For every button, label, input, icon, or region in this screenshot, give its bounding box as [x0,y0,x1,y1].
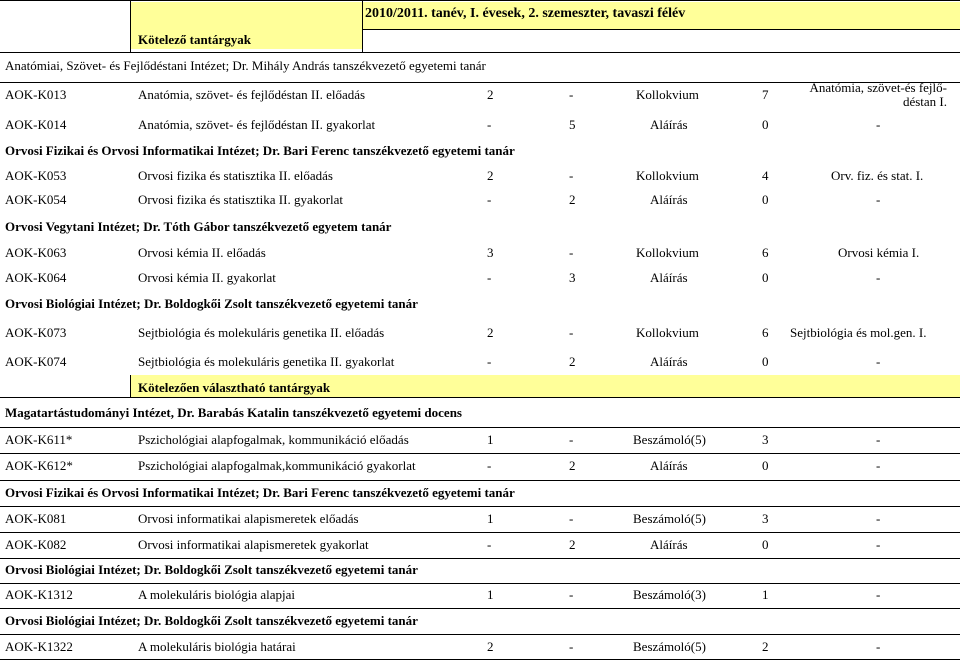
practice-hours: - [569,587,574,602]
practice-hours: 2 [569,192,576,207]
lecture-hours: 2 [487,639,494,654]
prerequisite: - [876,270,881,285]
prerequisite: - [876,537,881,552]
mandatory-title: Kötelező tantárgyak [138,32,252,47]
course-name: Anatómia, szövet- és fejlődéstan II. előadás [138,87,366,102]
requirement: Aláírás [650,192,688,207]
course-code: AOK-K073 [5,325,67,340]
grid-row-k1312 [0,583,960,584]
requirement: Aláírás [650,354,688,369]
credits: 0 [762,270,769,285]
grid-row-bio2 [0,558,960,559]
course-code: AOK-K1312 [5,587,73,602]
credits: 0 [762,192,769,207]
course-code: AOK-K074 [5,354,67,369]
prerequisite: - [876,511,881,526]
institute-biology-3: Orvosi Biológiai Intézet; Dr. Boldogkői Zsolt tanszékvezető egyetemi tanár [5,613,418,628]
practice-hours: - [569,639,574,654]
grid-row-2 [0,52,960,53]
lecture-hours: 1 [487,511,494,526]
prerequisite: - [876,432,881,447]
lecture-hours: - [487,354,492,369]
institute-physics: Orvosi Fizikai és Orvosi Informatikai Intézet; Dr. Bari Ferenc tanszékvezető egyetemi tanár [5,143,515,158]
course-name: Anatómia, szövet- és fejlődéstan II. gyakorlat [138,117,376,132]
lecture-hours: - [487,458,492,473]
grid-top [0,0,960,1]
practice-hours: 5 [569,117,576,132]
course-name: Sejtbiológia és molekuláris genetika II. előadás [138,325,385,340]
course-code: AOK-K064 [5,270,67,285]
institute-physics-2: Orvosi Fizikai és Orvosi Informatikai Intézet; Dr. Bari Ferenc tanszékvezető egyetemi tanár [5,485,515,500]
practice-hours: 2 [569,354,576,369]
prerequisite: Orvosi kémia I. [838,245,920,260]
grid-row-k1322 [0,634,960,635]
course-code: AOK-K612* [5,458,73,473]
course-code: AOK-K014 [5,117,67,132]
optional-title: Kötelezően választható tantárgyak [138,380,331,395]
prerequisite: Orv. fiz. és stat. I. [831,168,924,183]
grid-bottom [0,659,960,660]
lecture-hours: - [487,117,492,132]
course-name: Orvosi kémia II. gyakorlat [138,270,276,285]
grid-row-k081 [0,506,960,507]
credits: 6 [762,245,769,260]
requirement: Beszámoló(5) [633,432,706,447]
grid-row-k612 [0,453,960,454]
grid-row-k611 [0,427,960,428]
course-code: AOK-K013 [5,87,67,102]
course-name: Orvosi fizika és statisztika II. előadás [138,168,333,183]
course-code: AOK-K054 [5,192,67,207]
credits: 2 [762,639,769,654]
requirement: Aláírás [650,537,688,552]
course-name: Pszichológiai alapfogalmak,kommunikáció gyakorlat [138,458,416,473]
lecture-hours: - [487,192,492,207]
course-code: AOK-K053 [5,168,67,183]
credits: 4 [762,168,769,183]
grid-row-1 [362,29,960,30]
prerequisite: - [876,354,881,369]
prerequisite: - [876,587,881,602]
course-code: AOK-K081 [5,511,67,526]
requirement: Kollokvium [636,325,699,340]
practice-hours: - [569,245,574,260]
grid-row-optional [0,397,960,398]
practice-hours: - [569,511,574,526]
course-code: AOK-K082 [5,537,67,552]
grid-col-mid [362,0,363,52]
credits: 0 [762,117,769,132]
requirement: Kollokvium [636,87,699,102]
prerequisite: - [876,117,881,132]
requirement: Kollokvium [636,168,699,183]
institute-biology: Orvosi Biológiai Intézet; Dr. Boldogkői Zsolt tanszékvezető egyetemi tanár [5,296,418,311]
practice-hours: 2 [569,458,576,473]
grid-row-fiz2 [0,480,960,481]
credits: 6 [762,325,769,340]
lecture-hours: - [487,270,492,285]
prerequisite: Anatómia, szövet-és fejlő-déstan I. [809,80,947,109]
requirement: Beszámoló(5) [633,639,706,654]
grid-row-k082 [0,532,960,533]
course-name: A molekuláris biológia alapjai [138,587,296,602]
institute-biology-2: Orvosi Biológiai Intézet; Dr. Boldogkői Zsolt tanszékvezető egyetemi tanár [5,562,418,577]
course-name: Sejtbiológia és molekuláris genetika II. gyakorlat [138,354,395,369]
credits: 3 [762,432,769,447]
course-name: Orvosi kémia II. előadás [138,245,266,260]
prerequisite: - [876,458,881,473]
requirement: Kollokvium [636,245,699,260]
credits: 0 [762,537,769,552]
prerequisite: - [876,639,881,654]
requirement: Beszámoló(5) [633,511,706,526]
course-name: Orvosi informatikai alapismeretek gyakorlat [138,537,369,552]
semester-title: 2010/2011. tanév, I. évesek, 2. szemeszter, tavaszi félév [365,6,686,21]
practice-hours: 2 [569,537,576,552]
practice-hours: - [569,87,574,102]
practice-hours: - [569,432,574,447]
course-name: A molekuláris biológia határai [138,639,296,654]
grid-col-left-2 [130,375,131,397]
credits: 3 [762,511,769,526]
institute-anatomy: Anatómiai, Szövet- és Fejlődéstani Intézet; Dr. Mihály András tanszékvezető egyetemi tanár [5,58,486,73]
lecture-hours: 2 [487,325,494,340]
lecture-hours: - [487,537,492,552]
grid-col-left [130,0,131,52]
credits: 0 [762,354,769,369]
prerequisite: - [876,192,881,207]
course-code: AOK-K611* [5,432,73,447]
practice-hours: - [569,168,574,183]
lecture-hours: 1 [487,432,494,447]
course-name: Pszichológiai alapfogalmak, kommunikáció előadás [138,432,409,447]
prerequisite: Sejtbiológia és mol.gen. I. [790,325,927,340]
credits: 7 [762,87,769,102]
practice-hours: 3 [569,270,576,285]
requirement: Aláírás [650,117,688,132]
institute-chemistry: Orvosi Vegytani Intézet; Dr. Tóth Gábor tanszékvezető egyetem tanár [5,219,392,234]
course-name: Orvosi informatikai alapismeretek előadás [138,511,359,526]
course-code: AOK-K063 [5,245,67,260]
practice-hours: - [569,325,574,340]
institute-behavioural: Magatartástudományi Intézet, Dr. Barabás Katalin tanszékvezető egyetemi docens [5,405,462,420]
lecture-hours: 3 [487,245,494,260]
requirement: Aláírás [650,458,688,473]
lecture-hours: 2 [487,168,494,183]
lecture-hours: 1 [487,587,494,602]
course-name: Orvosi fizika és statisztika II. gyakorlat [138,192,344,207]
requirement: Aláírás [650,270,688,285]
credits: 0 [762,458,769,473]
course-code: AOK-K1322 [5,639,73,654]
credits: 1 [762,587,769,602]
grid-row-bio3 [0,608,960,609]
requirement: Beszámoló(3) [633,587,706,602]
lecture-hours: 2 [487,87,494,102]
